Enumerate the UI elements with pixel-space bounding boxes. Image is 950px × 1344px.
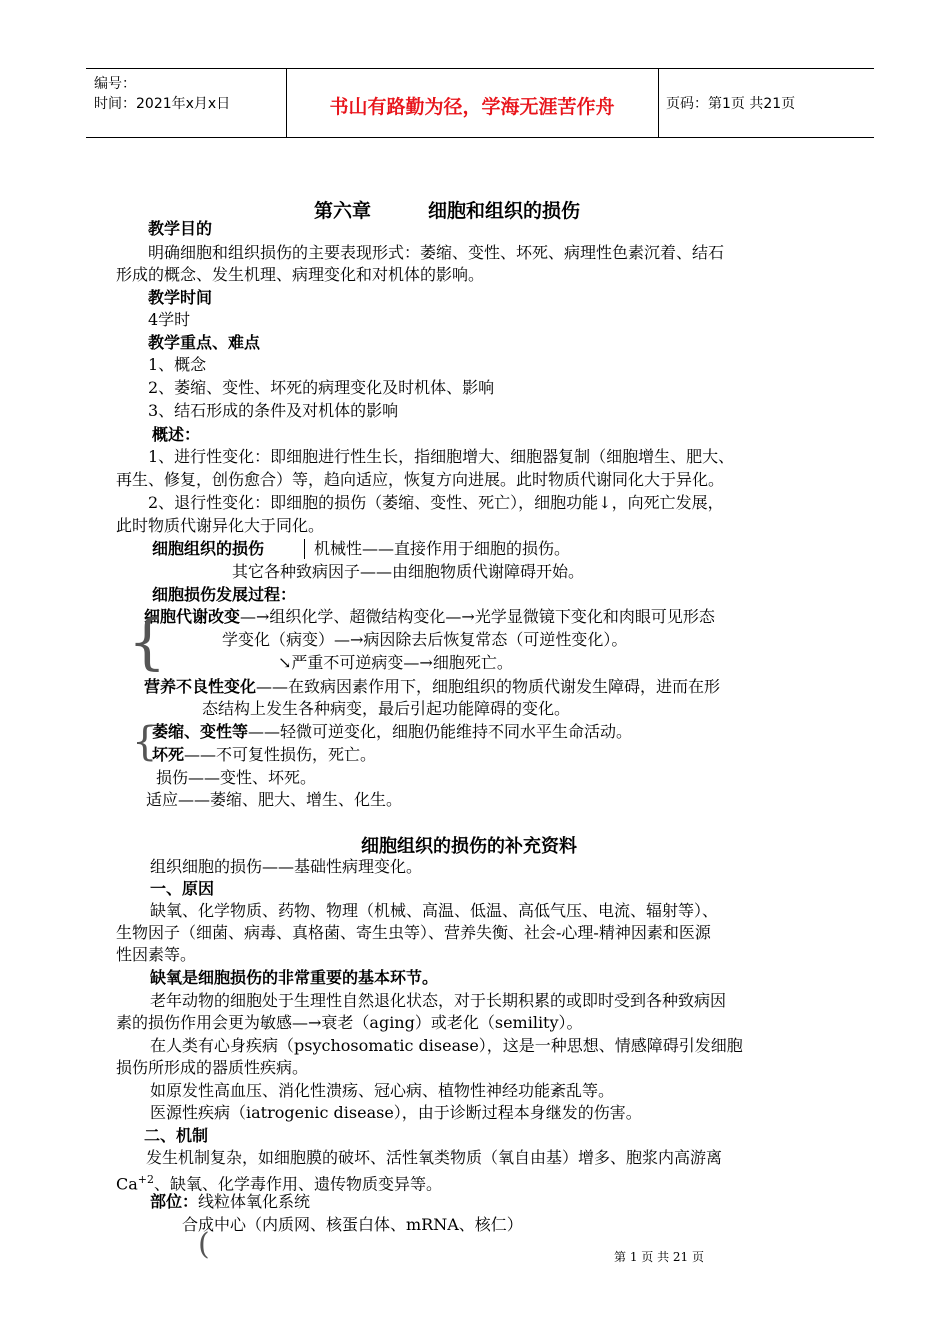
atrophy-text: ——轻微可逆变化，细胞仍能维持不同水平生命活动。 xyxy=(248,722,633,741)
time-heading: 教学时间 xyxy=(148,288,213,307)
site-value: 线粒体氧化系统 xyxy=(198,1192,311,1211)
objectives-heading: 教学目的 xyxy=(148,219,213,238)
cause-line: 缺氧、化学物质、药物、物理（机械、高温、低温、高低气压、电流、辐射等）、 xyxy=(150,901,719,920)
objectives-line: 明确细胞和组织损伤的主要表现形式：萎缩、变性、坏死、病理性色素沉着、结石 xyxy=(148,243,725,262)
time-value: 4学时 xyxy=(148,310,191,329)
mechanism-line: 发生机制复杂，如细胞膜的破坏、活性氧类物质（氧自由基）增多、胞浆内高游离 xyxy=(146,1148,723,1167)
date-label: 时间：2021年x月x日 xyxy=(94,96,231,112)
motto: 书山有路勤为径，学海无涯苦作舟 xyxy=(329,96,615,118)
psychosomatic-line: 损伤所形成的器质性疾病。 xyxy=(116,1058,309,1077)
dystrophy-label: 营养不良性变化 xyxy=(144,677,257,696)
process-heading: 细胞损伤发展过程： xyxy=(152,585,297,604)
site-line xyxy=(150,1191,310,1213)
metabolic-change-line xyxy=(144,606,715,628)
header-motto-cell xyxy=(286,69,659,137)
synthesis-line: 合成中心（内质网、核蛋白体、mRNA、核仁） xyxy=(182,1215,523,1234)
left-brace-icon: { xyxy=(132,719,158,765)
overview-heading: 概述： xyxy=(152,425,201,444)
metabolic-change-label: 细胞代谢改变 xyxy=(144,607,241,626)
metabolic-change-line3: ↘严重不可逆病变—→细胞死亡。 xyxy=(278,653,513,672)
mechanism-heading: 二、机制 xyxy=(144,1126,209,1145)
objectives-line: 形成的概念、发生机理、病理变化和对机体的影响。 xyxy=(116,265,485,284)
metabolic-change-text: —→组织化学、超微结构变化—→光学显微镜下变化和肉眼可见形态 xyxy=(240,607,715,626)
calcium-symbol: Ca xyxy=(116,1174,138,1194)
injury-other: 其它各种致病因子——由细胞物质代谢障碍开始。 xyxy=(232,562,585,581)
left-brace-icon: { xyxy=(128,607,167,677)
dystrophy-line2: 态结构上发生各种病变，最后引起功能障碍的变化。 xyxy=(202,699,571,718)
cause-heading: 一、原因 xyxy=(150,879,215,898)
mechanism-line2-rest: 、缺氧、化学毒作用、遗传物质变异等。 xyxy=(154,1174,443,1194)
overview-line: 再生、修复，创伤愈合）等，趋向适应，恢复方向进展。此时物质代谢同化大于异化。 xyxy=(116,470,725,489)
overview-line: 2、退行性变化：即细胞的损伤（萎缩、变性、死亡），细胞功能↓，向死亡发展， xyxy=(148,493,724,512)
key-point-item: 3、结石形成的条件及对机体的影响 xyxy=(148,401,399,420)
necrosis-line xyxy=(152,744,376,766)
chapter-title: 第六章 细胞和组织的损伤 xyxy=(314,200,581,222)
header-table xyxy=(86,68,874,138)
hypoxia-statement: 缺氧是细胞损伤的非常重要的基本环节。 xyxy=(150,968,439,987)
aging-line: 素的损伤作用会更为敏感—→衰老（aging）或老化（semility）。 xyxy=(116,1013,583,1032)
page-info: 页码：第1页 共21页 xyxy=(666,96,796,112)
injury-heading: 细胞组织的损伤 xyxy=(152,539,265,558)
cause-line: 生物因子（细菌、病毒、真格菌、寄生虫等）、营养失衡、社会-心理-精神因素和医源 xyxy=(116,923,711,942)
injury-mechanical: 机械性——直接作用于细胞的损伤。 xyxy=(314,539,571,558)
header-meta-cell xyxy=(86,69,287,137)
iatrogenic-line: 医源性疾病（iatrogenic disease），由于诊断过程本身继发的伤害。 xyxy=(150,1103,642,1122)
supplement-intro: 组织细胞的损伤——基础性病理变化。 xyxy=(150,857,423,876)
header-page-cell xyxy=(658,69,874,137)
metabolic-change-line2: 学变化（病变）—→病因除去后恢复常态（可逆性变化）。 xyxy=(222,630,628,649)
necrosis-text: ——不可复性损伤，死亡。 xyxy=(184,745,377,764)
supplement-title: 细胞组织的损伤的补充资料 xyxy=(361,836,577,857)
dystrophy-text: ——在致病因素作用下，细胞组织的物质代谢发生障碍，进而在形 xyxy=(256,677,721,696)
aging-line: 老年动物的细胞处于生理性自然退化状态，对于长期积累的或即时受到各种致病因 xyxy=(150,991,727,1010)
key-point-item: 1、概念 xyxy=(148,355,207,374)
page-footer: 第 1 页 共 21 页 xyxy=(614,1250,704,1264)
key-point-item: 2、萎缩、变性、坏死的病理变化及时机体、影响 xyxy=(148,378,495,397)
adaptation-line: 适应——萎缩、肥大、增生、化生。 xyxy=(146,790,403,809)
atrophy-line xyxy=(152,721,632,743)
necrosis-label: 坏死 xyxy=(152,745,185,764)
atrophy-label: 萎缩、变性等 xyxy=(152,722,249,741)
site-label: 部位： xyxy=(150,1192,199,1211)
left-brace-icon: ( xyxy=(198,1227,210,1262)
calcium-charge: +2 xyxy=(137,1173,154,1186)
cause-line: 性因素等。 xyxy=(116,945,197,964)
dystrophy-line xyxy=(144,676,720,698)
psychosomatic-line: 在人类有心身疾病（psychosomatic disease），这是一种思想、情感障碍引发细胞 xyxy=(150,1036,743,1055)
damage-line: 损伤——变性、坏死。 xyxy=(156,768,317,787)
overview-line: 1、进行性变化：即细胞进行性生长，指细胞增大、细胞器复制（细胞增生、肥大、 xyxy=(148,447,735,466)
key-points-heading: 教学重点、难点 xyxy=(148,333,261,352)
number-label: 编号： xyxy=(94,76,136,92)
examples-line: 如原发性高血压、消化性溃疡、冠心病、植物性神经功能紊乱等。 xyxy=(150,1081,615,1100)
brace-line xyxy=(304,539,305,559)
overview-line: 此时物质代谢异化大于同化。 xyxy=(116,516,325,535)
